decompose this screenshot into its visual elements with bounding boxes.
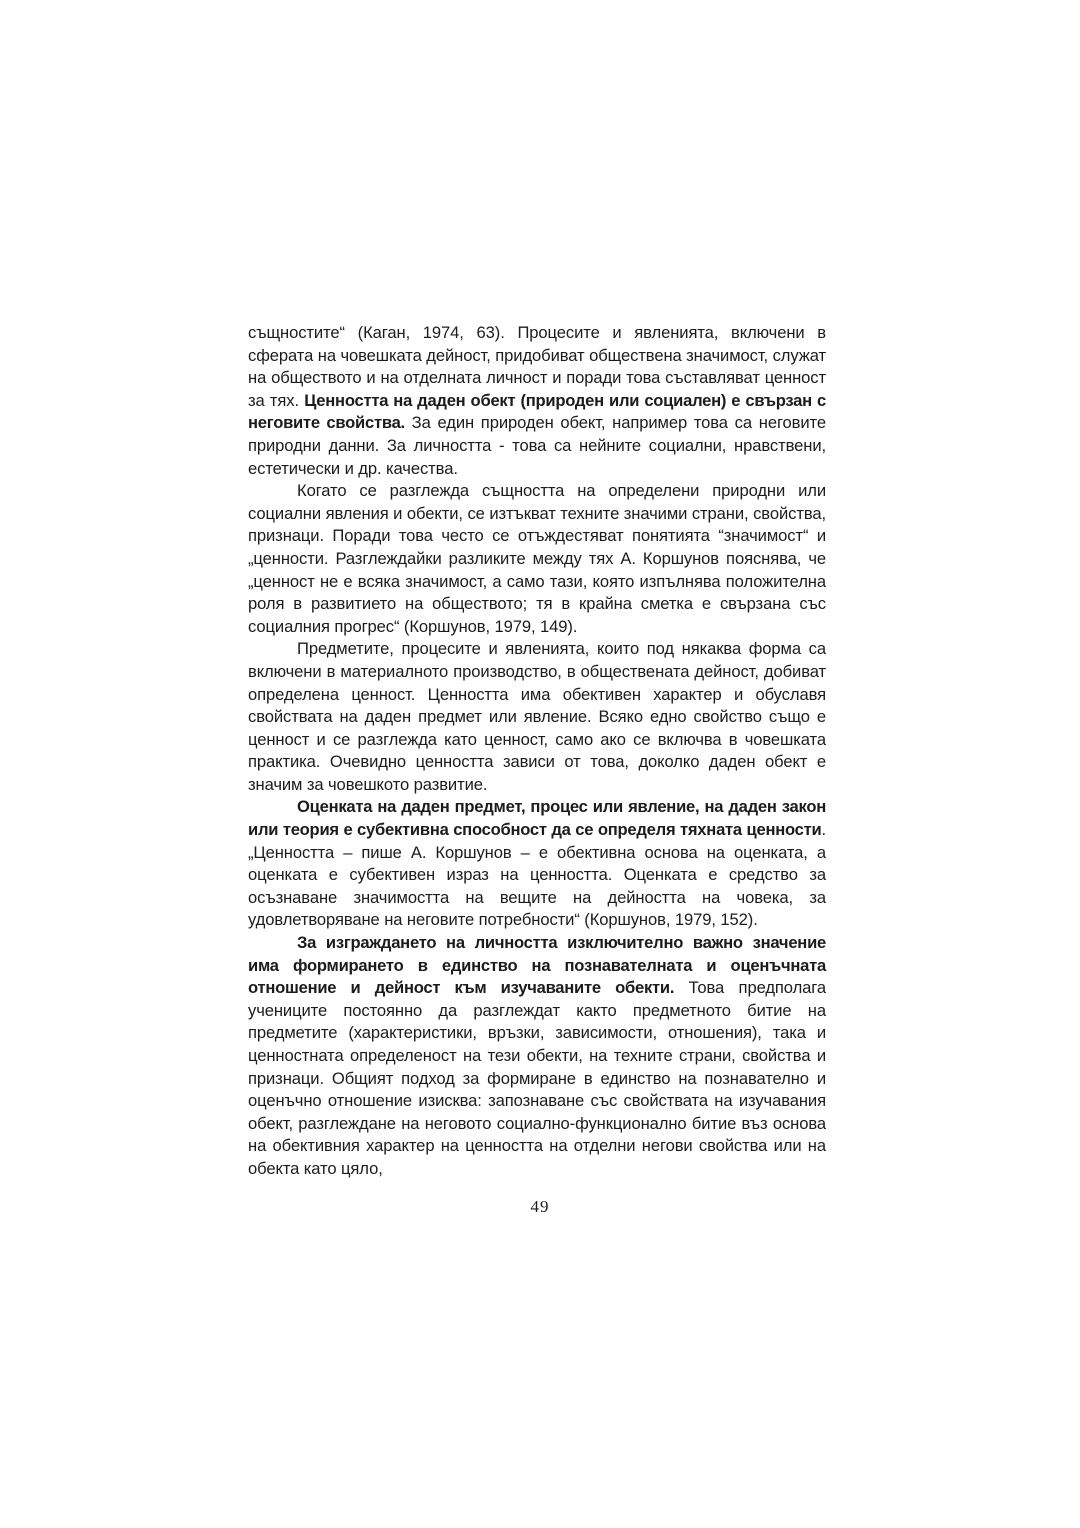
text-run: Предметите, процесите и явленията, които под някаква форма са включени в материалното производство, в обществената дейност, добиват определена ценност. Ценността има обективен характер и обуславя свойствата на даден предмет или явление. Всяко едно свойство също е ценност и се разглежда като ценност, само ако се включва в човешката практика. Очевидно ценността зависи от това, доколко даден обект е значим за човешкото развитие. [248,639,826,794]
bold-text-run: За изграждането на личността изключително важно значение има формирането в единство на познавателната и оценъчната отношение и дейност към изучаваните обекти. [248,933,826,998]
body-text [248,322,826,1181]
paragraph [248,932,826,1181]
paragraph [248,638,826,796]
text-run: Това предполага учениците постоянно да разглеждат както предметното битие на предметите (характеристики, връзки, зависимости, отношения), така и ценностната определеност на тези обекти, на техните страни, свойства и признаци. Общият подход за формиране в единство на познавателно и оценъчно отношение изисква: запознаване със свойствата на изучавания обект, разглеждане на неговото социално-функционално битие въз основа на обективния характер на ценността на отделни негови свойства или на обекта като цяло, [248,978,826,1178]
page-number: 49 [530,1197,550,1216]
paragraph [248,322,826,480]
paragraph [248,796,826,932]
bold-text-run: Ценността на даден обект (природен или социален) е свързан с неговите свойства. [248,390,826,433]
paragraph [248,480,826,638]
text-run: Когато се разглежда същността на определени природни или социални явления и обекти, се изтъкват техните значими страни, свойства, признаци. Поради това често се отъждестяват понятията “значимост“ и „ценности. Разглеждайки разликите между тях А. Коршунов пояснява, че „ценност не е всяка значимост, а само тази, която изпълнява положителна роля в развитието на обществото; тя в крайна сметка е свързана със социалния прогрес“ (Коршунов, 1979, 149). [248,481,826,636]
text-run: . „Ценността – пише А. Коршунов – е обективна основа на оценката, а оценката е субективен израз на ценността. Оценката е средство за осъзнаване значимостта на вещите на дейността на човека, за удовлетворяване на неговите потребности“ (Коршунов, 1979, 152). [248,820,826,930]
bold-text-run: Оценката на даден предмет, процес или явление, на даден закон или теория е субективна способност да се определя тяхната ценности [248,797,826,840]
text-run: За един природен обект, например това са неговите природни данни. За личността - това са нейните социални, нравствени, естетически и др. качества. [248,413,826,478]
text-run: същностите“ (Каган, 1974, 63). Процесите и явленията, включени в сферата на човешката дейност, придобиват обществена значимост, служат на обществото и на отделната личност и поради това съставляват ценност за тях. [248,323,826,410]
